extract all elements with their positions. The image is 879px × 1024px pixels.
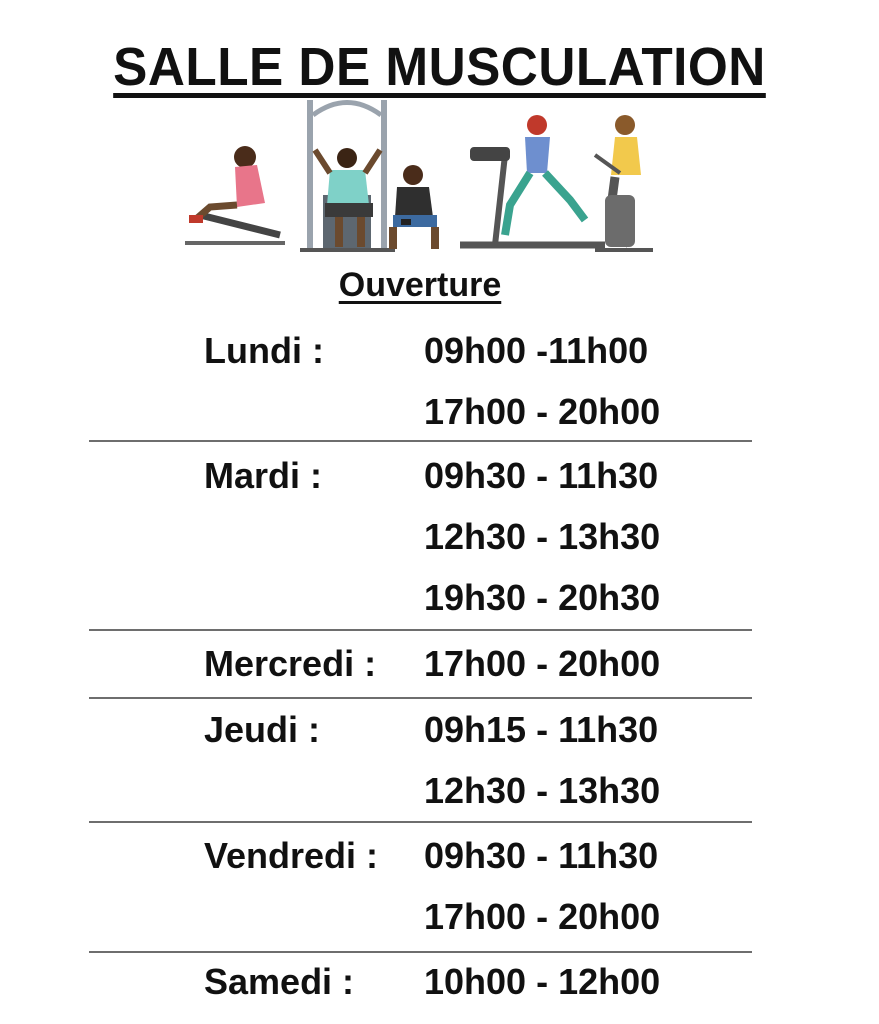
- time-slot: 09h00 -11h00: [424, 330, 649, 371]
- treadmill-person-icon: [460, 115, 605, 245]
- time-slot: 19h30 - 20h30: [424, 577, 661, 618]
- divider: [89, 697, 752, 699]
- time-slot: 17h00 - 20h00: [424, 643, 661, 684]
- time-slot: 12h30 - 13h30: [424, 770, 661, 811]
- day-label-vendredi: Vendredi :: [204, 835, 379, 876]
- time-slot: 17h00 - 20h00: [424, 391, 661, 432]
- page-title: SALLE DE MUSCULATION: [113, 37, 766, 97]
- day-label-samedi: Samedi :: [204, 961, 355, 1002]
- day-label-lundi: Lundi :: [204, 330, 324, 371]
- day-label-mardi: Mardi :: [204, 455, 323, 496]
- divider: [89, 440, 752, 442]
- opening-hours-heading: Ouverture: [338, 266, 502, 304]
- bike-person-icon: [595, 115, 653, 250]
- day-label-mercredi: Mercredi :: [204, 643, 377, 684]
- time-slot: 09h30 - 11h30: [424, 835, 659, 876]
- time-slot: 09h15 - 11h30: [424, 709, 659, 750]
- divider: [89, 629, 752, 631]
- time-slot: 10h00 - 12h00: [424, 961, 661, 1002]
- divider: [89, 951, 752, 953]
- situp-person-icon: [185, 146, 285, 243]
- divider: [89, 821, 752, 823]
- time-slot: 12h30 - 13h30: [424, 516, 661, 557]
- day-label-jeudi: Jeudi :: [204, 709, 321, 750]
- curl-person-icon: [389, 165, 439, 249]
- time-slot: 17h00 - 20h00: [424, 896, 661, 937]
- gym-illustration: [175, 95, 665, 257]
- time-slot: 09h30 - 11h30: [424, 455, 659, 496]
